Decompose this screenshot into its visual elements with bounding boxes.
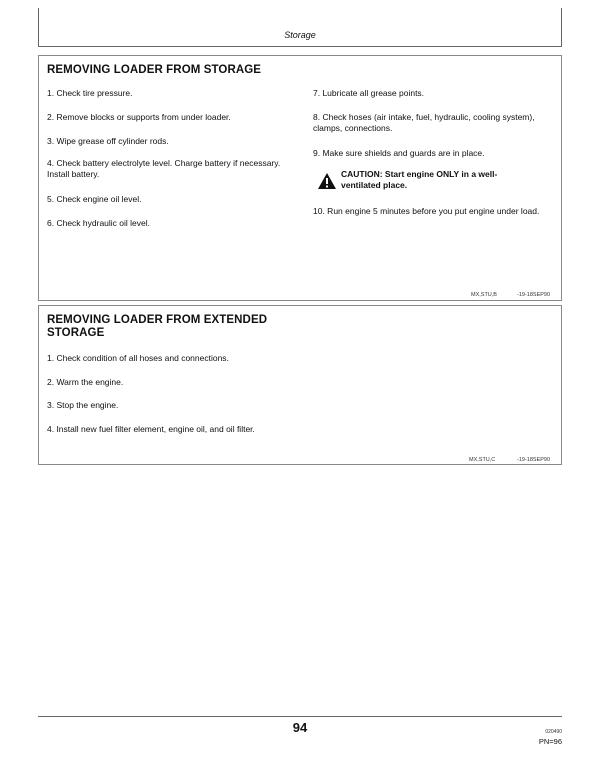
caution-message: CAUTION: Start engine ONLY in a well-ventilated place. [341, 169, 498, 190]
footer-code: 020490 [545, 729, 562, 735]
list-item: 3. Stop the engine. [47, 400, 119, 410]
list-item: 3. Wipe grease off cylinder rods. [47, 136, 169, 146]
running-header-title: Storage [284, 30, 316, 40]
section-removing-from-storage [38, 55, 562, 301]
list-item: 8. Check hoses (air intake, fuel, hydraulic, cooling system), clamps, connections. [313, 112, 535, 133]
list-item: 5. Check engine oil level. [47, 194, 142, 204]
page-number: 94 [292, 720, 308, 735]
header-left-rule [38, 8, 39, 46]
reference-code: MX,STU,C [469, 457, 496, 463]
list-item: 4. Check battery electrolyte level. Charge battery if necessary. Install battery. [47, 158, 281, 179]
reference-date: -19-18SEP90 [517, 292, 551, 298]
reference-date: -19-18SEP90 [517, 457, 551, 463]
list-item: 1. Check condition of all hoses and connections. [47, 353, 229, 363]
warning-triangle-icon [317, 172, 337, 190]
footer-rule [38, 716, 562, 717]
header-bottom-rule [38, 46, 562, 47]
list-item: 2. Warm the engine. [47, 377, 124, 387]
section-removing-from-extended-storage [38, 305, 562, 465]
list-item: 2. Remove blocks or supports from under loader. [47, 112, 231, 122]
reference-code: MX,STU,B [471, 292, 497, 298]
list-item: 1. Check tire pressure. [47, 88, 133, 98]
header-right-rule [561, 8, 562, 46]
section-title: REMOVING LOADER FROM EXTENDED STORAGE [47, 314, 268, 339]
list-item: 4. Install new fuel filter element, engine oil, and oil filter. [47, 424, 255, 434]
list-item: 10. Run engine 5 minutes before you put engine under load. [313, 206, 540, 216]
footer-pn: PN=96 [538, 737, 562, 746]
list-item: 9. Make sure shields and guards are in place. [313, 148, 485, 158]
list-item: 6. Check hydraulic oil level. [47, 218, 150, 228]
list-item: 7. Lubricate all grease points. [313, 88, 425, 98]
section-title: REMOVING LOADER FROM STORAGE [47, 64, 262, 76]
